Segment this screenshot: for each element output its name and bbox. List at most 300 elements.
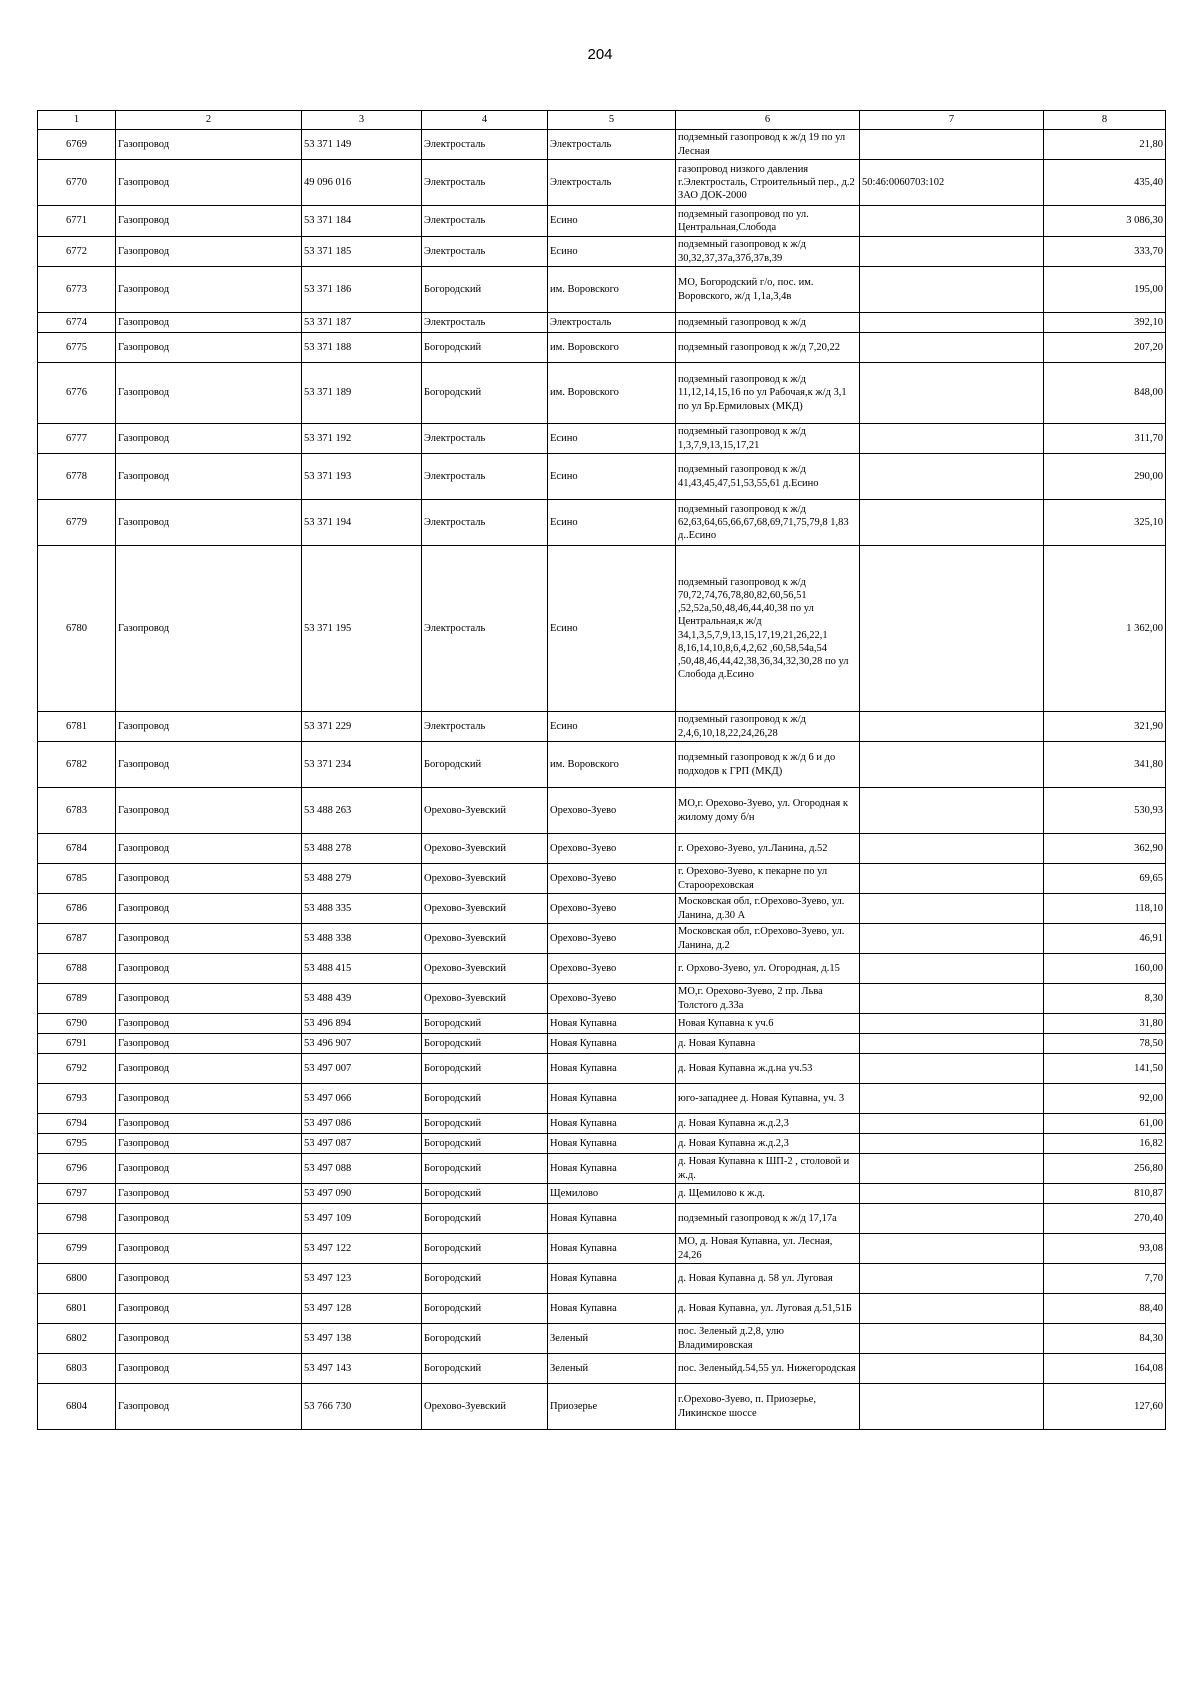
cell-locality: Есино (548, 712, 676, 742)
cell-district: Орехово-Зуевский (422, 1384, 548, 1430)
cell-row-number: 6801 (38, 1294, 116, 1324)
cell-description: подземный газопровод к ж/д 7,20,22 (676, 333, 860, 363)
cell-locality: Новая Купавна (548, 1154, 676, 1184)
cell-description: г. Орехово-Зуево, ул.Ланина, д.52 (676, 834, 860, 864)
cell-object-type: Газопровод (116, 1384, 302, 1430)
cell-code: 53 371 234 (302, 742, 422, 788)
cell-row-number: 6779 (38, 500, 116, 546)
cell-cadastral-number (860, 1294, 1044, 1324)
cell-code: 53 497 007 (302, 1054, 422, 1084)
cell-cadastral-number (860, 333, 1044, 363)
cell-cadastral-number (860, 500, 1044, 546)
cell-description: д. Щемилово к ж.д. (676, 1184, 860, 1204)
cell-row-number: 6786 (38, 894, 116, 924)
cell-description: подземный газопровод к ж/д 62,63,64,65,66,67,68,69,71,75,79,8 1,83 д..Есино (676, 500, 860, 546)
cell-object-type: Газопровод (116, 267, 302, 313)
cell-cadastral-number (860, 424, 1044, 454)
cell-value: 3 086,30 (1044, 206, 1166, 237)
cell-value: 88,40 (1044, 1294, 1166, 1324)
cell-code: 53 497 087 (302, 1134, 422, 1154)
cell-cadastral-number (860, 546, 1044, 712)
cell-locality: Зеленый (548, 1354, 676, 1384)
cell-code: 53 497 066 (302, 1084, 422, 1114)
table-row (38, 1034, 1166, 1054)
cell-description: д. Новая Купавна (676, 1034, 860, 1054)
cell-description: подземный газопровод к ж/д (676, 313, 860, 333)
cell-object-type: Газопровод (116, 206, 302, 237)
cell-description: д. Новая Купавна ж.д.2,3 (676, 1134, 860, 1154)
cell-code: 53 497 086 (302, 1114, 422, 1134)
cell-object-type: Газопровод (116, 1084, 302, 1114)
cell-locality: Орехово-Зуево (548, 834, 676, 864)
table-row (38, 206, 1166, 237)
cell-object-type: Газопровод (116, 1204, 302, 1234)
cell-object-type: Газопровод (116, 1114, 302, 1134)
cell-locality: Новая Купавна (548, 1264, 676, 1294)
cell-value: 127,60 (1044, 1384, 1166, 1430)
cell-locality: Орехово-Зуево (548, 954, 676, 984)
cell-code: 53 766 730 (302, 1384, 422, 1430)
cell-code: 53 371 188 (302, 333, 422, 363)
cell-row-number: 6799 (38, 1234, 116, 1264)
table-row (38, 267, 1166, 313)
cell-row-number: 6782 (38, 742, 116, 788)
table-row (38, 333, 1166, 363)
cell-locality: Новая Купавна (548, 1114, 676, 1134)
cell-district: Электросталь (422, 454, 548, 500)
cell-district: Электросталь (422, 206, 548, 237)
cell-district: Богородский (422, 1294, 548, 1324)
cell-row-number: 6781 (38, 712, 116, 742)
cell-object-type: Газопровод (116, 1054, 302, 1084)
cell-code: 53 371 194 (302, 500, 422, 546)
cell-value: 92,00 (1044, 1084, 1166, 1114)
cell-locality: им. Воровского (548, 363, 676, 424)
cell-district: Орехово-Зуевский (422, 864, 548, 894)
cell-district: Электросталь (422, 237, 548, 267)
table-row (38, 313, 1166, 333)
cell-object-type: Газопровод (116, 546, 302, 712)
cell-description: подземный газопровод по ул. Центральная,Слобода (676, 206, 860, 237)
cell-value: 7,70 (1044, 1264, 1166, 1294)
cell-code: 53 488 338 (302, 924, 422, 954)
cell-row-number: 6798 (38, 1204, 116, 1234)
cell-value: 93,08 (1044, 1234, 1166, 1264)
cell-locality: Приозерье (548, 1384, 676, 1430)
column-header-4: 4 (422, 111, 548, 130)
cell-locality: Орехово-Зуево (548, 788, 676, 834)
cell-cadastral-number (860, 130, 1044, 160)
cell-district: Богородский (422, 267, 548, 313)
cell-value: 270,40 (1044, 1204, 1166, 1234)
cell-row-number: 6796 (38, 1154, 116, 1184)
cell-value: 362,90 (1044, 834, 1166, 864)
cell-value: 848,00 (1044, 363, 1166, 424)
cell-value: 325,10 (1044, 500, 1166, 546)
table-row (38, 1114, 1166, 1134)
cell-locality: Есино (548, 500, 676, 546)
cell-object-type: Газопровод (116, 788, 302, 834)
cell-object-type: Газопровод (116, 894, 302, 924)
cell-cadastral-number (860, 1234, 1044, 1264)
cell-row-number: 6784 (38, 834, 116, 864)
cell-description: д. Новая Купавна к ШП-2 , столовой и ж.д. (676, 1154, 860, 1184)
table-row (38, 712, 1166, 742)
cell-district: Электросталь (422, 546, 548, 712)
registry-table (37, 110, 1166, 1430)
cell-description: д. Новая Купавна ж.д.2,3 (676, 1114, 860, 1134)
cell-description: д. Новая Купавна, ул. Луговая д.51,51Б (676, 1294, 860, 1324)
table-row (38, 1294, 1166, 1324)
cell-value: 16,82 (1044, 1134, 1166, 1154)
cell-value: 1 362,00 (1044, 546, 1166, 712)
cell-locality: Электросталь (548, 313, 676, 333)
cell-object-type: Газопровод (116, 984, 302, 1014)
cell-row-number: 6783 (38, 788, 116, 834)
cell-locality: Орехово-Зуево (548, 894, 676, 924)
cell-object-type: Газопровод (116, 160, 302, 206)
cell-locality: Есино (548, 237, 676, 267)
cell-row-number: 6789 (38, 984, 116, 1014)
cell-object-type: Газопровод (116, 500, 302, 546)
cell-code: 53 371 149 (302, 130, 422, 160)
cell-locality: Щемилово (548, 1184, 676, 1204)
cell-district: Богородский (422, 1134, 548, 1154)
cell-value: 61,00 (1044, 1114, 1166, 1134)
cell-locality: Есино (548, 424, 676, 454)
cell-description: д. Новая Купавна ж.д.на уч.53 (676, 1054, 860, 1084)
cell-row-number: 6791 (38, 1034, 116, 1054)
cell-cadastral-number (860, 237, 1044, 267)
cell-cadastral-number (860, 924, 1044, 954)
cell-district: Электросталь (422, 712, 548, 742)
cell-code: 53 497 122 (302, 1234, 422, 1264)
cell-locality: Электросталь (548, 130, 676, 160)
cell-district: Богородский (422, 1234, 548, 1264)
cell-description: пос. Зеленыйд.54,55 ул. Нижегородская (676, 1354, 860, 1384)
cell-district: Богородский (422, 1014, 548, 1034)
cell-row-number: 6780 (38, 546, 116, 712)
cell-value: 256,80 (1044, 1154, 1166, 1184)
cell-cadastral-number (860, 1324, 1044, 1354)
cell-object-type: Газопровод (116, 1354, 302, 1384)
cell-row-number: 6772 (38, 237, 116, 267)
cell-object-type: Газопровод (116, 454, 302, 500)
cell-code: 53 497 138 (302, 1324, 422, 1354)
table-row (38, 130, 1166, 160)
cell-object-type: Газопровод (116, 712, 302, 742)
table-row (38, 1354, 1166, 1384)
cell-cadastral-number (860, 984, 1044, 1014)
cell-description: подземный газопровод к ж/д 6 и до подходов к ГРП (МКД) (676, 742, 860, 788)
cell-object-type: Газопровод (116, 130, 302, 160)
cell-value: 160,00 (1044, 954, 1166, 984)
table-row (38, 864, 1166, 894)
cell-locality: Орехово-Зуево (548, 924, 676, 954)
cell-cadastral-number (860, 1154, 1044, 1184)
cell-locality: им. Воровского (548, 742, 676, 788)
cell-code: 53 488 415 (302, 954, 422, 984)
cell-district: Богородский (422, 1204, 548, 1234)
table-row (38, 363, 1166, 424)
cell-value: 530,93 (1044, 788, 1166, 834)
cell-object-type: Газопровод (116, 924, 302, 954)
cell-cadastral-number (860, 1134, 1044, 1154)
cell-description: МО, д. Новая Купавна, ул. Лесная, 24,26 (676, 1234, 860, 1264)
cell-district: Богородский (422, 742, 548, 788)
table-row (38, 788, 1166, 834)
table-row (38, 742, 1166, 788)
cell-value: 333,70 (1044, 237, 1166, 267)
cell-description: юго-западнее д. Новая Купавна, уч. 3 (676, 1084, 860, 1114)
cell-object-type: Газопровод (116, 1014, 302, 1034)
cell-cadastral-number (860, 1034, 1044, 1054)
cell-row-number: 6795 (38, 1134, 116, 1154)
cell-cadastral-number (860, 1114, 1044, 1134)
cell-district: Богородский (422, 1154, 548, 1184)
cell-cadastral-number (860, 954, 1044, 984)
cell-cadastral-number (860, 742, 1044, 788)
cell-cadastral-number (860, 864, 1044, 894)
column-header-8: 8 (1044, 111, 1166, 130)
cell-cadastral-number (860, 1184, 1044, 1204)
cell-locality: им. Воровского (548, 333, 676, 363)
cell-value: 21,80 (1044, 130, 1166, 160)
cell-cadastral-number (860, 712, 1044, 742)
cell-locality: Есино (548, 454, 676, 500)
column-header-1: 1 (38, 111, 116, 130)
cell-description: газопровод низкого давления г.Электросталь, Строительный пер., д.2 ЗАО ДОК-2000 (676, 160, 860, 206)
cell-row-number: 6776 (38, 363, 116, 424)
cell-locality: Новая Купавна (548, 1134, 676, 1154)
cell-code: 53 371 229 (302, 712, 422, 742)
cell-code: 53 371 185 (302, 237, 422, 267)
cell-object-type: Газопровод (116, 1034, 302, 1054)
cell-locality: им. Воровского (548, 267, 676, 313)
cell-description: МО,г. Орехово-Зуево, ул. Огородная к жилому дому б/н (676, 788, 860, 834)
cell-locality: Есино (548, 546, 676, 712)
cell-district: Богородский (422, 1034, 548, 1054)
cell-description: МО,г. Орехово-Зуево, 2 пр. Льва Толстого д.33а (676, 984, 860, 1014)
cell-code: 49 096 016 (302, 160, 422, 206)
cell-description: д. Новая Купавна д. 58 ул. Луговая (676, 1264, 860, 1294)
cell-description: подземный газопровод к ж/д 70,72,74,76,78,80,82,60,56,51 ,52,52а,50,48,46,44,40,38 по ул Центральная,к ж/д 34,1,3,5,7,9,13,15,17,19,21,26,22,1 8,16,14,10,8,6,4,2,62 ,60,58,54а,54 ,50,48,46,44,42,38,36,34,32,30,28 по ул Слобода д.Есино (676, 546, 860, 712)
table-row (38, 1184, 1166, 1204)
cell-value: 290,00 (1044, 454, 1166, 500)
cell-district: Электросталь (422, 313, 548, 333)
cell-object-type: Газопровод (116, 864, 302, 894)
cell-district: Богородский (422, 1324, 548, 1354)
cell-code: 53 497 143 (302, 1354, 422, 1384)
header-row (38, 111, 1166, 130)
cell-locality: Новая Купавна (548, 1234, 676, 1264)
cell-row-number: 6794 (38, 1114, 116, 1134)
cell-code: 53 371 195 (302, 546, 422, 712)
cell-row-number: 6777 (38, 424, 116, 454)
cell-district: Электросталь (422, 500, 548, 546)
cell-row-number: 6802 (38, 1324, 116, 1354)
cell-code: 53 497 128 (302, 1294, 422, 1324)
cell-value: 341,80 (1044, 742, 1166, 788)
column-header-2: 2 (116, 111, 302, 130)
cell-value: 46,91 (1044, 924, 1166, 954)
cell-locality: Орехово-Зуево (548, 984, 676, 1014)
cell-value: 84,30 (1044, 1324, 1166, 1354)
table-row (38, 1324, 1166, 1354)
cell-code: 53 497 088 (302, 1154, 422, 1184)
table-row (38, 1054, 1166, 1084)
cell-object-type: Газопровод (116, 1134, 302, 1154)
cell-description: подземный газопровод к ж/д 11,12,14,15,16 по ул Рабочая,к ж/д 3,1 по ул Бр.Ермиловых (МКД) (676, 363, 860, 424)
table-row (38, 424, 1166, 454)
cell-description: Новая Купавна к уч.6 (676, 1014, 860, 1034)
cell-row-number: 6788 (38, 954, 116, 984)
cell-cadastral-number (860, 1204, 1044, 1234)
cell-row-number: 6804 (38, 1384, 116, 1430)
cell-row-number: 6787 (38, 924, 116, 954)
cell-code: 53 488 439 (302, 984, 422, 1014)
table-row (38, 894, 1166, 924)
cell-cadastral-number (860, 206, 1044, 237)
cell-object-type: Газопровод (116, 1184, 302, 1204)
cell-cadastral-number (860, 1384, 1044, 1430)
cell-value: 69,65 (1044, 864, 1166, 894)
cell-district: Богородский (422, 1054, 548, 1084)
cell-value: 311,70 (1044, 424, 1166, 454)
table-row (38, 924, 1166, 954)
cell-value: 195,00 (1044, 267, 1166, 313)
cell-cadastral-number (860, 267, 1044, 313)
cell-district: Богородский (422, 1084, 548, 1114)
cell-value: 78,50 (1044, 1034, 1166, 1054)
cell-district: Богородский (422, 1114, 548, 1134)
cell-row-number: 6773 (38, 267, 116, 313)
column-header-7: 7 (860, 111, 1044, 130)
table-row (38, 1084, 1166, 1114)
cell-row-number: 6797 (38, 1184, 116, 1204)
cell-locality: Электросталь (548, 160, 676, 206)
cell-row-number: 6775 (38, 333, 116, 363)
cell-row-number: 6790 (38, 1014, 116, 1034)
cell-cadastral-number (860, 1354, 1044, 1384)
table-row (38, 1014, 1166, 1034)
table-row (38, 237, 1166, 267)
cell-cadastral-number (860, 313, 1044, 333)
cell-description: г.Орехово-Зуево, п. Приозерье, Ликинское шоссе (676, 1384, 860, 1430)
cell-description: Московская обл, г.Орехово-Зуево, ул. Ланина, д.2 (676, 924, 860, 954)
cell-locality: Новая Купавна (548, 1034, 676, 1054)
cell-object-type: Газопровод (116, 333, 302, 363)
cell-value: 207,20 (1044, 333, 1166, 363)
cell-code: 53 371 189 (302, 363, 422, 424)
cell-district: Богородский (422, 333, 548, 363)
table-row (38, 500, 1166, 546)
cell-code: 53 371 193 (302, 454, 422, 500)
cell-district: Богородский (422, 1184, 548, 1204)
cell-code: 53 488 335 (302, 894, 422, 924)
cell-description: подземный газопровод к ж/д 2,4,6,10,18,22,24,26,28 (676, 712, 860, 742)
table-row (38, 1134, 1166, 1154)
cell-locality: Новая Купавна (548, 1014, 676, 1034)
cell-description: подземный газопровод к ж/д 17,17а (676, 1204, 860, 1234)
cell-value: 435,40 (1044, 160, 1166, 206)
cell-value: 118,10 (1044, 894, 1166, 924)
cell-row-number: 6785 (38, 864, 116, 894)
column-header-6: 6 (676, 111, 860, 130)
cell-code: 53 371 192 (302, 424, 422, 454)
cell-cadastral-number (860, 834, 1044, 864)
cell-value: 164,08 (1044, 1354, 1166, 1384)
cell-description: г. Орхово-Зуево, ул. Огородная, д.15 (676, 954, 860, 984)
cell-locality: Новая Купавна (548, 1294, 676, 1324)
cell-value: 8,30 (1044, 984, 1166, 1014)
cell-code: 53 488 278 (302, 834, 422, 864)
cell-locality: Новая Купавна (548, 1204, 676, 1234)
cell-code: 53 496 907 (302, 1034, 422, 1054)
cell-district: Орехово-Зуевский (422, 834, 548, 864)
table-row (38, 546, 1166, 712)
table-row (38, 834, 1166, 864)
cell-object-type: Газопровод (116, 1234, 302, 1264)
cell-description: подземный газопровод к ж/д 41,43,45,47,51,53,55,61 д.Есино (676, 454, 860, 500)
cell-district: Богородский (422, 1354, 548, 1384)
cell-district: Электросталь (422, 130, 548, 160)
cell-object-type: Газопровод (116, 742, 302, 788)
cell-locality: Новая Купавна (548, 1084, 676, 1114)
cell-description: подземный газопровод к ж/д 30,32,37,37а,37б,37в,39 (676, 237, 860, 267)
cell-locality: Орехово-Зуево (548, 864, 676, 894)
cell-value: 321,90 (1044, 712, 1166, 742)
cell-value: 141,50 (1044, 1054, 1166, 1084)
cell-code: 53 371 187 (302, 313, 422, 333)
cell-code: 53 496 894 (302, 1014, 422, 1034)
cell-code: 53 488 263 (302, 788, 422, 834)
cell-district: Электросталь (422, 160, 548, 206)
cell-locality: Новая Купавна (548, 1054, 676, 1084)
table-row (38, 454, 1166, 500)
cell-row-number: 6792 (38, 1054, 116, 1084)
cell-cadastral-number (860, 454, 1044, 500)
cell-cadastral-number (860, 1014, 1044, 1034)
table-body (38, 130, 1166, 1430)
table-row (38, 160, 1166, 206)
column-header-5: 5 (548, 111, 676, 130)
cell-cadastral-number (860, 894, 1044, 924)
cell-description: подземный газопровод к ж/д 19 по ул Лесная (676, 130, 860, 160)
cell-row-number: 6800 (38, 1264, 116, 1294)
cell-district: Орехово-Зуевский (422, 894, 548, 924)
cell-district: Орехово-Зуевский (422, 984, 548, 1014)
cell-object-type: Газопровод (116, 834, 302, 864)
cell-locality: Зеленый (548, 1324, 676, 1354)
cell-row-number: 6769 (38, 130, 116, 160)
cell-district: Орехово-Зуевский (422, 788, 548, 834)
cell-object-type: Газопровод (116, 424, 302, 454)
cell-object-type: Газопровод (116, 363, 302, 424)
cell-district: Орехово-Зуевский (422, 924, 548, 954)
table-header (38, 111, 1166, 130)
cell-description: г. Орехово-Зуево, к пекарне по ул Староореховская (676, 864, 860, 894)
cell-code: 53 371 184 (302, 206, 422, 237)
cell-object-type: Газопровод (116, 1294, 302, 1324)
cell-value: 31,80 (1044, 1014, 1166, 1034)
table-row (38, 1204, 1166, 1234)
table-row (38, 984, 1166, 1014)
cell-district: Богородский (422, 1264, 548, 1294)
cell-locality: Есино (548, 206, 676, 237)
cell-cadastral-number (860, 788, 1044, 834)
cell-row-number: 6803 (38, 1354, 116, 1384)
